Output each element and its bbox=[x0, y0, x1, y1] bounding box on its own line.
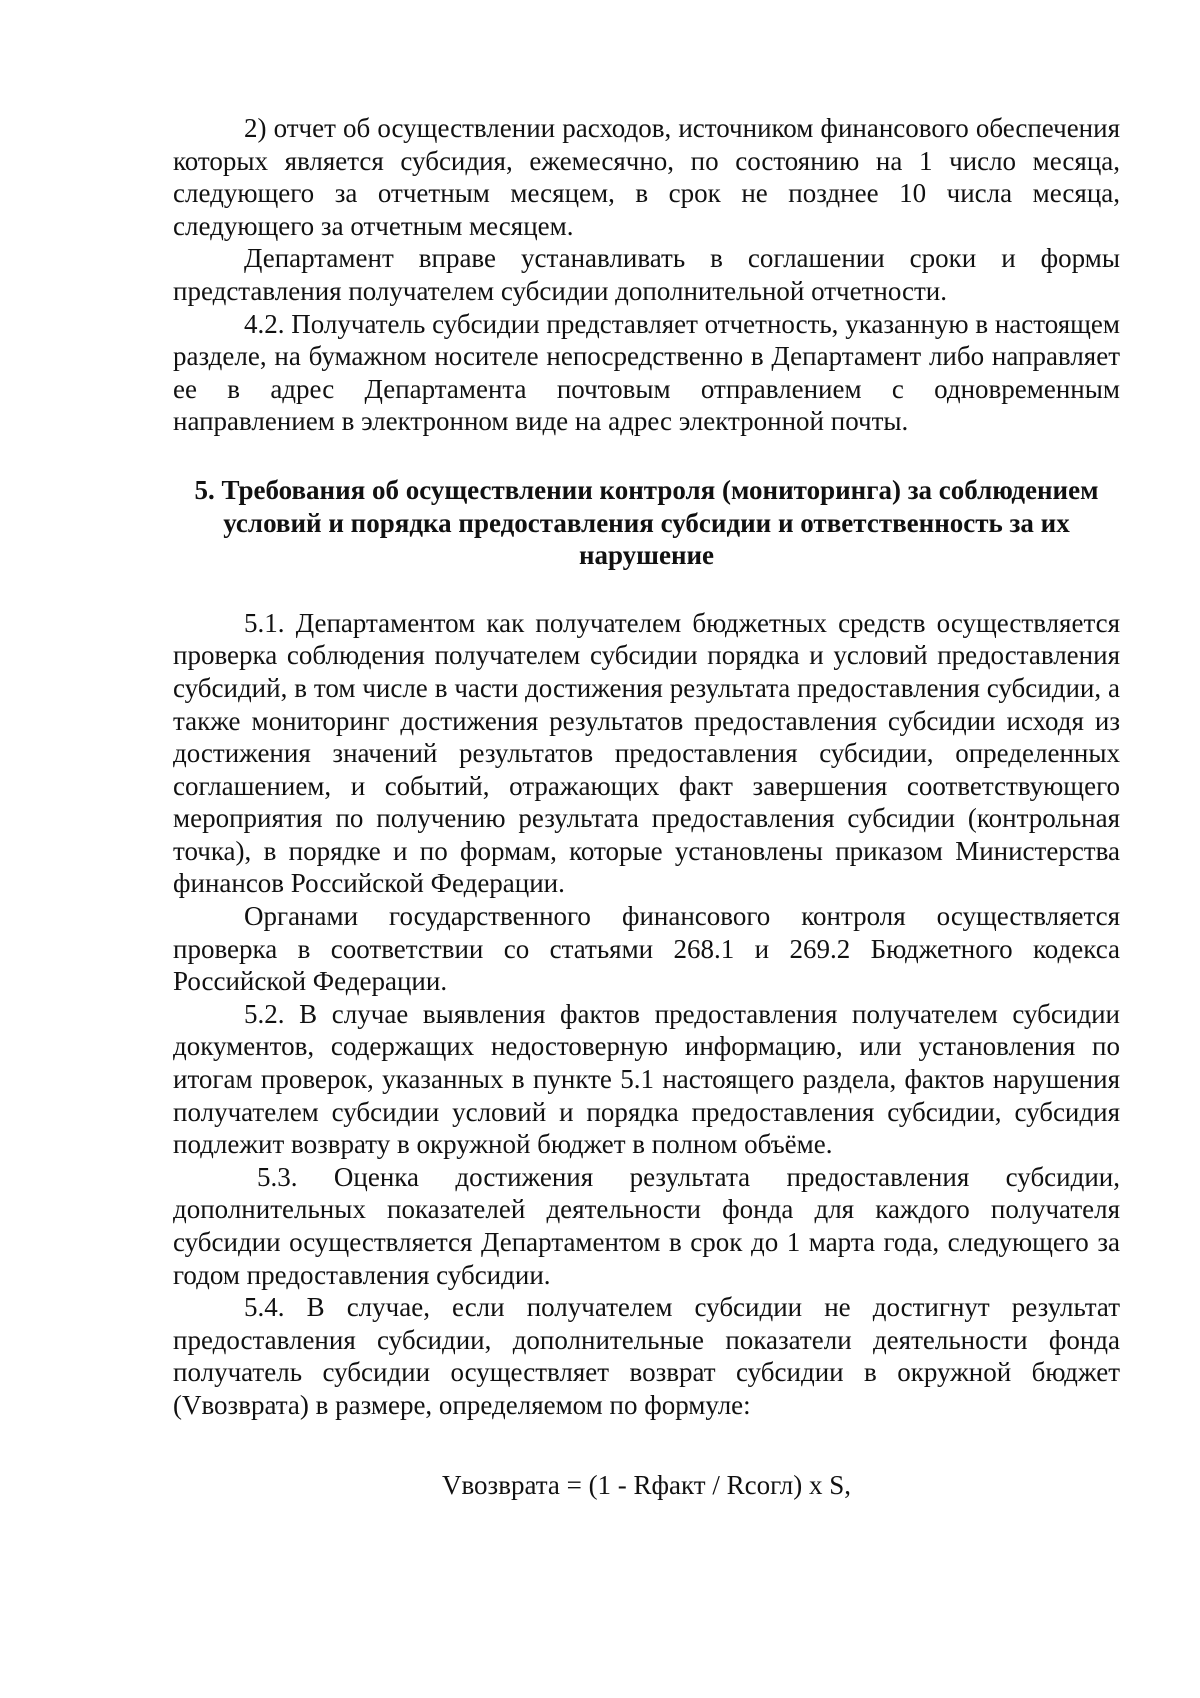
paragraph-5-3: 5.3. Оценка достижения результата предоставления субсидии, дополнительных показателей деятельности фонда для каждого получателя субсидии осуществляется Департаментом в срок до 1 марта года, следующего за годом предоставления субсидии. bbox=[173, 1161, 1120, 1290]
section-heading-5: 5. Требования об осуществлении контроля (мониторинга) за соблюдением условий и порядка предоставления субсидии и ответственность за их нарушение bbox=[194, 474, 1099, 571]
document-page bbox=[173, 112, 1120, 1501]
paragraph-5-2: 5.2. В случае выявления фактов предоставления получателем субсидии документов, содержащих недостоверную информацию, или установления по итогам проверок, указанных в пункте 5.1 настоящего раздела, фактов нарушения получателем субсидии условий и порядка предоставления субсидии, субсидия подлежит возврату в окружной бюджет в полном объёме. bbox=[173, 998, 1120, 1160]
return-formula: Vвозврата = (1 - Rфакт / Rсогл) x S, bbox=[441, 1469, 852, 1500]
paragraph-4-2: 4.2. Получатель субсидии представляет отчетность, указанную в настоящем разделе, на бумажном носителе непосредственно в Департамент либо направляет ее в адрес Департамента почтовым отправлением с одновременным направлением в электронном виде на адрес электронной почты. bbox=[173, 308, 1120, 437]
paragraph-5-1: 5.1. Департаментом как получателем бюджетных средств осуществляется проверка соблюдения получателем субсидии порядка и условий предоставления субсидий, в том числе в части достижения результата предоставления субсидии, а также мониторинг достижения результатов предоставления субсидии исходя из достижения значений результатов предоставления субсидии, определенных соглашением, и событий, отражающих факт завершения соответствующего мероприятия по получению результата предоставления субсидии (контрольная точка), в порядке и по формам, которые установлены приказом Министерства финансов Российской Федерации. bbox=[173, 607, 1120, 899]
paragraph-additional-reporting: Департамент вправе устанавливать в соглашении сроки и формы представления получателем субсидии дополнительной отчетности. bbox=[173, 243, 1120, 306]
paragraph-5-4: 5.4. В случае, если получателем субсидии не достигнут результат предоставления субсидии, дополнительные показатели деятельности фонда получатель субсидии осуществляет возврат субсидии в окружной бюджет (Vвозврата) в размере, определяемом по формуле: bbox=[173, 1292, 1120, 1420]
paragraph-state-control: Органами государственного финансового контроля осуществляется проверка в соответствии со статьями 268.1 и 269.2 Бюджетного кодекса Российской Федерации. bbox=[173, 901, 1120, 997]
paragraph-report-monthly: 2) отчет об осуществлении расходов, источником финансового обеспечения которых является субсидия, ежемесячно, по состоянию на 1 число месяца, следующего за отчетным месяцем, в срок не позднее 10 числа месяца, следующего за отчетным месяцем. bbox=[173, 113, 1120, 241]
